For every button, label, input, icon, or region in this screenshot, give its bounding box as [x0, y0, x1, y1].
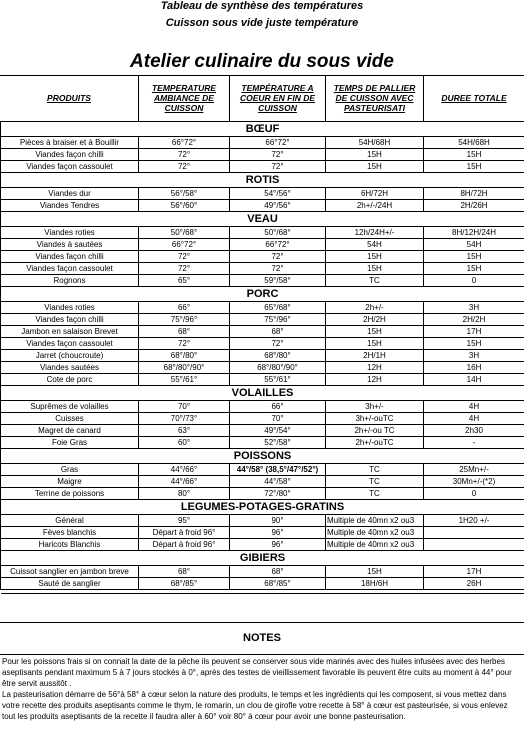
- total-duration-cell: 25Mn+/-: [424, 464, 524, 476]
- ambient-temp-cell: 66°72°: [139, 137, 230, 149]
- product-cell: Viandes façon cassoulet: [1, 338, 139, 350]
- pasteurization-time-cell: Multiple de 40mn x2 ou3: [326, 527, 424, 539]
- product-cell: Viandes roties: [1, 302, 139, 314]
- total-duration-cell: 2H/26H: [424, 200, 524, 212]
- product-cell: Général: [1, 515, 139, 527]
- ambient-temp-cell: 80°: [139, 488, 230, 500]
- ambient-temp-cell: 60°: [139, 437, 230, 449]
- table-row: [1, 227, 524, 239]
- total-duration-cell: 54H/68H: [424, 137, 524, 149]
- section-header: [1, 551, 524, 566]
- total-duration-cell: 15H: [424, 263, 524, 275]
- section-title: BŒUF: [1, 122, 524, 137]
- section-header: [1, 500, 524, 515]
- core-temp-cell: 96°: [230, 527, 326, 539]
- ambient-temp-cell: Départ à froid 96°: [139, 527, 230, 539]
- pasteurization-time-cell: 2h+/-ou TC: [326, 425, 424, 437]
- table-row: [1, 488, 524, 500]
- spacer-cell: [326, 590, 424, 594]
- ambient-temp-cell: 65°: [139, 275, 230, 287]
- pasteurization-time-cell: 2h+/-ouTC: [326, 437, 424, 449]
- col-header-temp-ambiance: TEMPERATURE AMBIANCE DE CUISSON: [151, 83, 217, 113]
- pasteurization-time-cell: 15H: [326, 326, 424, 338]
- ambient-temp-cell: 72°: [139, 161, 230, 173]
- pasteurization-time-cell: 15H: [326, 161, 424, 173]
- core-temp-cell: 68°: [230, 326, 326, 338]
- core-temp-cell: 96°: [230, 539, 326, 551]
- pasteurization-time-cell: Multiple de 40mn x2 ou3: [326, 515, 424, 527]
- table-row: [1, 437, 524, 449]
- table-row: [1, 539, 524, 551]
- core-temp-cell: 90°: [230, 515, 326, 527]
- table-row: [1, 527, 524, 539]
- product-cell: Cuisses: [1, 413, 139, 425]
- core-temp-cell: 55°/61°: [230, 374, 326, 386]
- spacer-cell: [1, 590, 139, 594]
- table-row: [1, 476, 524, 488]
- product-cell: Viandes façon chilli: [1, 314, 139, 326]
- total-duration-cell: 54H: [424, 239, 524, 251]
- table-row: [1, 263, 524, 275]
- core-temp-cell: 70°: [230, 413, 326, 425]
- ambient-temp-cell: 68°: [139, 326, 230, 338]
- product-cell: Viandes sautées: [1, 362, 139, 374]
- section-title: POISSONS: [1, 449, 524, 464]
- total-duration-cell: 0: [424, 275, 524, 287]
- total-duration-cell: 3H: [424, 302, 524, 314]
- spacer-cell: [424, 590, 524, 594]
- total-duration-cell: 4H: [424, 413, 524, 425]
- total-duration-cell: 4H: [424, 401, 524, 413]
- col-header-produits: PRODUITS: [47, 93, 91, 103]
- table-row: [1, 314, 524, 326]
- total-duration-cell: 8H/72H: [424, 188, 524, 200]
- core-temp-cell: 54°/56°: [230, 188, 326, 200]
- col-header-duree-totale: DUREE TOTALE: [441, 93, 507, 103]
- pasteurization-time-cell: 2H/2H: [326, 314, 424, 326]
- core-temp-cell: 72°: [230, 161, 326, 173]
- table-row: [1, 161, 524, 173]
- core-temp-cell: 44°/58°: [230, 476, 326, 488]
- section-title: ROTIS: [1, 173, 524, 188]
- ambient-temp-cell: 56°/58°: [139, 188, 230, 200]
- ambient-temp-cell: 95°: [139, 515, 230, 527]
- product-cell: Cuissot sanglier en jambon breve: [1, 566, 139, 578]
- table-row: [1, 401, 524, 413]
- ambient-temp-cell: 55°/61°: [139, 374, 230, 386]
- col-divider: [325, 75, 326, 121]
- core-temp-cell: 49°/54°: [230, 425, 326, 437]
- header-line-1: Tableau de synthèse des températures: [160, 0, 364, 12]
- section-title: VOLAILLES: [1, 386, 524, 401]
- product-cell: Jarret (choucroute): [1, 350, 139, 362]
- table-row: [1, 515, 524, 527]
- ambient-temp-cell: 68°/80°: [139, 350, 230, 362]
- core-temp-cell: 66°72°: [230, 137, 326, 149]
- notes-top-border: [0, 622, 524, 623]
- pasteurization-time-cell: 54H: [326, 239, 424, 251]
- product-cell: Cote de porc: [1, 374, 139, 386]
- pasteurization-time-cell: 15H: [326, 263, 424, 275]
- core-temp-cell: 68°/80°: [230, 350, 326, 362]
- section-header: [1, 122, 524, 137]
- product-cell: Foie Gras: [1, 437, 139, 449]
- table-row: [1, 188, 524, 200]
- product-cell: Viandes dur: [1, 188, 139, 200]
- section-title: PORC: [1, 287, 524, 302]
- ambient-temp-cell: 56°/60°: [139, 200, 230, 212]
- table-row: [1, 338, 524, 350]
- table-row: [1, 374, 524, 386]
- ambient-temp-cell: 44°/66°: [139, 464, 230, 476]
- table-row: [1, 578, 524, 590]
- section-header: [1, 386, 524, 401]
- core-temp-cell: 50°/68°: [230, 227, 326, 239]
- core-temp-cell: 44°/58° (38,5°/47°/52°): [230, 464, 326, 476]
- total-duration-cell: 1H20 +/-: [424, 515, 524, 527]
- core-temp-cell: 49°/56°: [230, 200, 326, 212]
- spacer-cell: [139, 590, 230, 594]
- core-temp-cell: 72°: [230, 263, 326, 275]
- section-header: [1, 173, 524, 188]
- pasteurization-time-cell: 12h/24H+/-: [326, 227, 424, 239]
- ambient-temp-cell: 66°72°: [139, 239, 230, 251]
- table-row: [1, 464, 524, 476]
- pasteurization-time-cell: 18H/6H: [326, 578, 424, 590]
- core-temp-cell: 72°/80°: [230, 488, 326, 500]
- total-duration-cell: 2H/2H: [424, 314, 524, 326]
- pasteurization-time-cell: TC: [326, 476, 424, 488]
- core-temp-cell: 68°: [230, 566, 326, 578]
- table-row: [1, 350, 524, 362]
- col-header-temps-pallier: TEMPS DE PALLIER DE CUISSON AVEC PASTEURISATI: [333, 83, 416, 113]
- table-row: [1, 149, 524, 161]
- section-title: GIBIERS: [1, 551, 524, 566]
- core-temp-cell: 72°: [230, 251, 326, 263]
- ambient-temp-cell: 72°: [139, 263, 230, 275]
- total-duration-cell: -: [424, 437, 524, 449]
- product-cell: Viandes à sautées: [1, 239, 139, 251]
- header-line-2: Cuisson sous vide juste température: [165, 17, 359, 29]
- core-temp-cell: 75°/96°: [230, 314, 326, 326]
- product-cell: Jambon en salaison Brevet: [1, 326, 139, 338]
- product-cell: Suprêmes de volailles: [1, 401, 139, 413]
- ambient-temp-cell: 44°/66°: [139, 476, 230, 488]
- total-duration-cell: [424, 539, 524, 551]
- table-row: [1, 302, 524, 314]
- total-duration-cell: 15H: [424, 251, 524, 263]
- table-row: [1, 239, 524, 251]
- col-divider: [229, 75, 230, 121]
- core-temp-cell: 66°72°: [230, 239, 326, 251]
- total-duration-cell: 14H: [424, 374, 524, 386]
- table-row: [1, 425, 524, 437]
- ambient-temp-cell: Départ à froid 96°: [139, 539, 230, 551]
- total-duration-cell: 15H: [424, 149, 524, 161]
- ambient-temp-cell: 72°: [139, 338, 230, 350]
- spacer-cell: [230, 590, 326, 594]
- core-temp-cell: 66°: [230, 401, 326, 413]
- product-cell: Viandes Tendres: [1, 200, 139, 212]
- total-duration-cell: 15H: [424, 338, 524, 350]
- ambient-temp-cell: 63°: [139, 425, 230, 437]
- notes-divider: [0, 654, 524, 655]
- section-title: VEAU: [1, 212, 524, 227]
- pasteurization-time-cell: TC: [326, 275, 424, 287]
- product-cell: Viandes façon cassoulet: [1, 161, 139, 173]
- total-duration-cell: 16H: [424, 362, 524, 374]
- pasteurization-time-cell: Multiple de 40mn x2 ou3: [326, 539, 424, 551]
- ambient-temp-cell: 66°: [139, 302, 230, 314]
- core-temp-cell: 52°/58°: [230, 437, 326, 449]
- core-temp-cell: 72°: [230, 338, 326, 350]
- table-row: [1, 362, 524, 374]
- pasteurization-time-cell: TC: [326, 488, 424, 500]
- table-spacer: [1, 590, 524, 594]
- table-row: [1, 251, 524, 263]
- pasteurization-time-cell: 15H: [326, 566, 424, 578]
- section-title: LEGUMES-POTAGES-GRATINS: [1, 500, 524, 515]
- total-duration-cell: 8H/12H/24H: [424, 227, 524, 239]
- product-cell: Fèves blanchis: [1, 527, 139, 539]
- page-title: Atelier culinaire du sous vide: [130, 51, 394, 72]
- table-row: [1, 275, 524, 287]
- ambient-temp-cell: 70°: [139, 401, 230, 413]
- core-temp-cell: 72°: [230, 149, 326, 161]
- product-cell: Viandes façon cassoulet: [1, 263, 139, 275]
- pasteurization-time-cell: 12H: [326, 362, 424, 374]
- notes-paragraph-2: La pasteurisation démarre de 56°à 58° à cœur selon la nature des produits, le temps et les ingrédients qui les composent, si vous mettez dans votre recette des produits aseptisants comme le thym, le romarin, un clou de girofle votre recette à 58° à cœur est pasteurisée, si vous enlevez tout les produits aseptisants de la recette il faudra aller à 60° voir 80° à cœur pour avoir une bonne pasteurisation.: [2, 690, 508, 721]
- table-row: [1, 413, 524, 425]
- col-divider: [423, 75, 424, 121]
- pasteurization-time-cell: 2h+/-/24H: [326, 200, 424, 212]
- ambient-temp-cell: 72°: [139, 251, 230, 263]
- product-cell: Viandes façon chilli: [1, 149, 139, 161]
- ambient-temp-cell: 75°/96°: [139, 314, 230, 326]
- table-row: [1, 137, 524, 149]
- product-cell: Sauté de sanglier: [1, 578, 139, 590]
- table-row: [1, 566, 524, 578]
- total-duration-cell: 26H: [424, 578, 524, 590]
- product-cell: Pièces à braiser et à Bouillir: [1, 137, 139, 149]
- pasteurization-time-cell: 15H: [326, 149, 424, 161]
- temperature-table: [0, 121, 524, 594]
- total-duration-cell: [424, 527, 524, 539]
- section-header: [1, 212, 524, 227]
- total-duration-cell: 2h30: [424, 425, 524, 437]
- notes-body: [2, 656, 520, 722]
- total-duration-cell: 17H: [424, 326, 524, 338]
- total-duration-cell: 15H: [424, 161, 524, 173]
- core-temp-cell: 68°/85°: [230, 578, 326, 590]
- product-cell: Gras: [1, 464, 139, 476]
- pasteurization-time-cell: 3h+/-ouTC: [326, 413, 424, 425]
- notes-title: NOTES: [243, 632, 281, 644]
- product-cell: Maigre: [1, 476, 139, 488]
- product-cell: Magret de canard: [1, 425, 139, 437]
- product-cell: Haricots Blanchis: [1, 539, 139, 551]
- col-header-temp-coeur: TEMPÉRATURE A COEUR EN FIN DE CUISSON: [239, 83, 316, 113]
- ambient-temp-cell: 68°/85°: [139, 578, 230, 590]
- pasteurization-time-cell: 15H: [326, 251, 424, 263]
- ambient-temp-cell: 50°/68°: [139, 227, 230, 239]
- section-header: [1, 449, 524, 464]
- pasteurization-time-cell: 12H: [326, 374, 424, 386]
- product-cell: Rognons: [1, 275, 139, 287]
- pasteurization-time-cell: 6H/72H: [326, 188, 424, 200]
- total-duration-cell: 17H: [424, 566, 524, 578]
- ambient-temp-cell: 70°/73°: [139, 413, 230, 425]
- table-row: [1, 200, 524, 212]
- core-temp-cell: 65°/68°: [230, 302, 326, 314]
- pasteurization-time-cell: 2h+/-: [326, 302, 424, 314]
- section-header: [1, 287, 524, 302]
- core-temp-cell: 59°/58°: [230, 275, 326, 287]
- pasteurization-time-cell: TC: [326, 464, 424, 476]
- product-cell: Viandes roties: [1, 227, 139, 239]
- pasteurization-time-cell: 3h+/-: [326, 401, 424, 413]
- ambient-temp-cell: 68°/80°/90°: [139, 362, 230, 374]
- pasteurization-time-cell: 15H: [326, 338, 424, 350]
- total-duration-cell: 30Mn+/-(*2): [424, 476, 524, 488]
- ambient-temp-cell: 68°: [139, 566, 230, 578]
- ambient-temp-cell: 72°: [139, 149, 230, 161]
- product-cell: Viandes façon chilli: [1, 251, 139, 263]
- col-divider: [138, 75, 139, 121]
- core-temp-cell: 68°/80°/90°: [230, 362, 326, 374]
- notes-paragraph-1: Pour les poissons frais si on connait la date de la pêche ils peuvent se conserver sous vide marinés avec des huiles infusées avec des herbes aseptisants pendant maximum 5 à 7 jours stockés à 0°, après des testes de vieillissement favorable ils peuvent être cuits au moment à 44° pour être servit aussitôt .: [2, 657, 512, 688]
- total-duration-cell: 0: [424, 488, 524, 500]
- product-cell: Terrine de poissons: [1, 488, 139, 500]
- pasteurization-time-cell: 54H/68H: [326, 137, 424, 149]
- pasteurization-time-cell: 2H/1H: [326, 350, 424, 362]
- total-duration-cell: 3H: [424, 350, 524, 362]
- table-row: [1, 326, 524, 338]
